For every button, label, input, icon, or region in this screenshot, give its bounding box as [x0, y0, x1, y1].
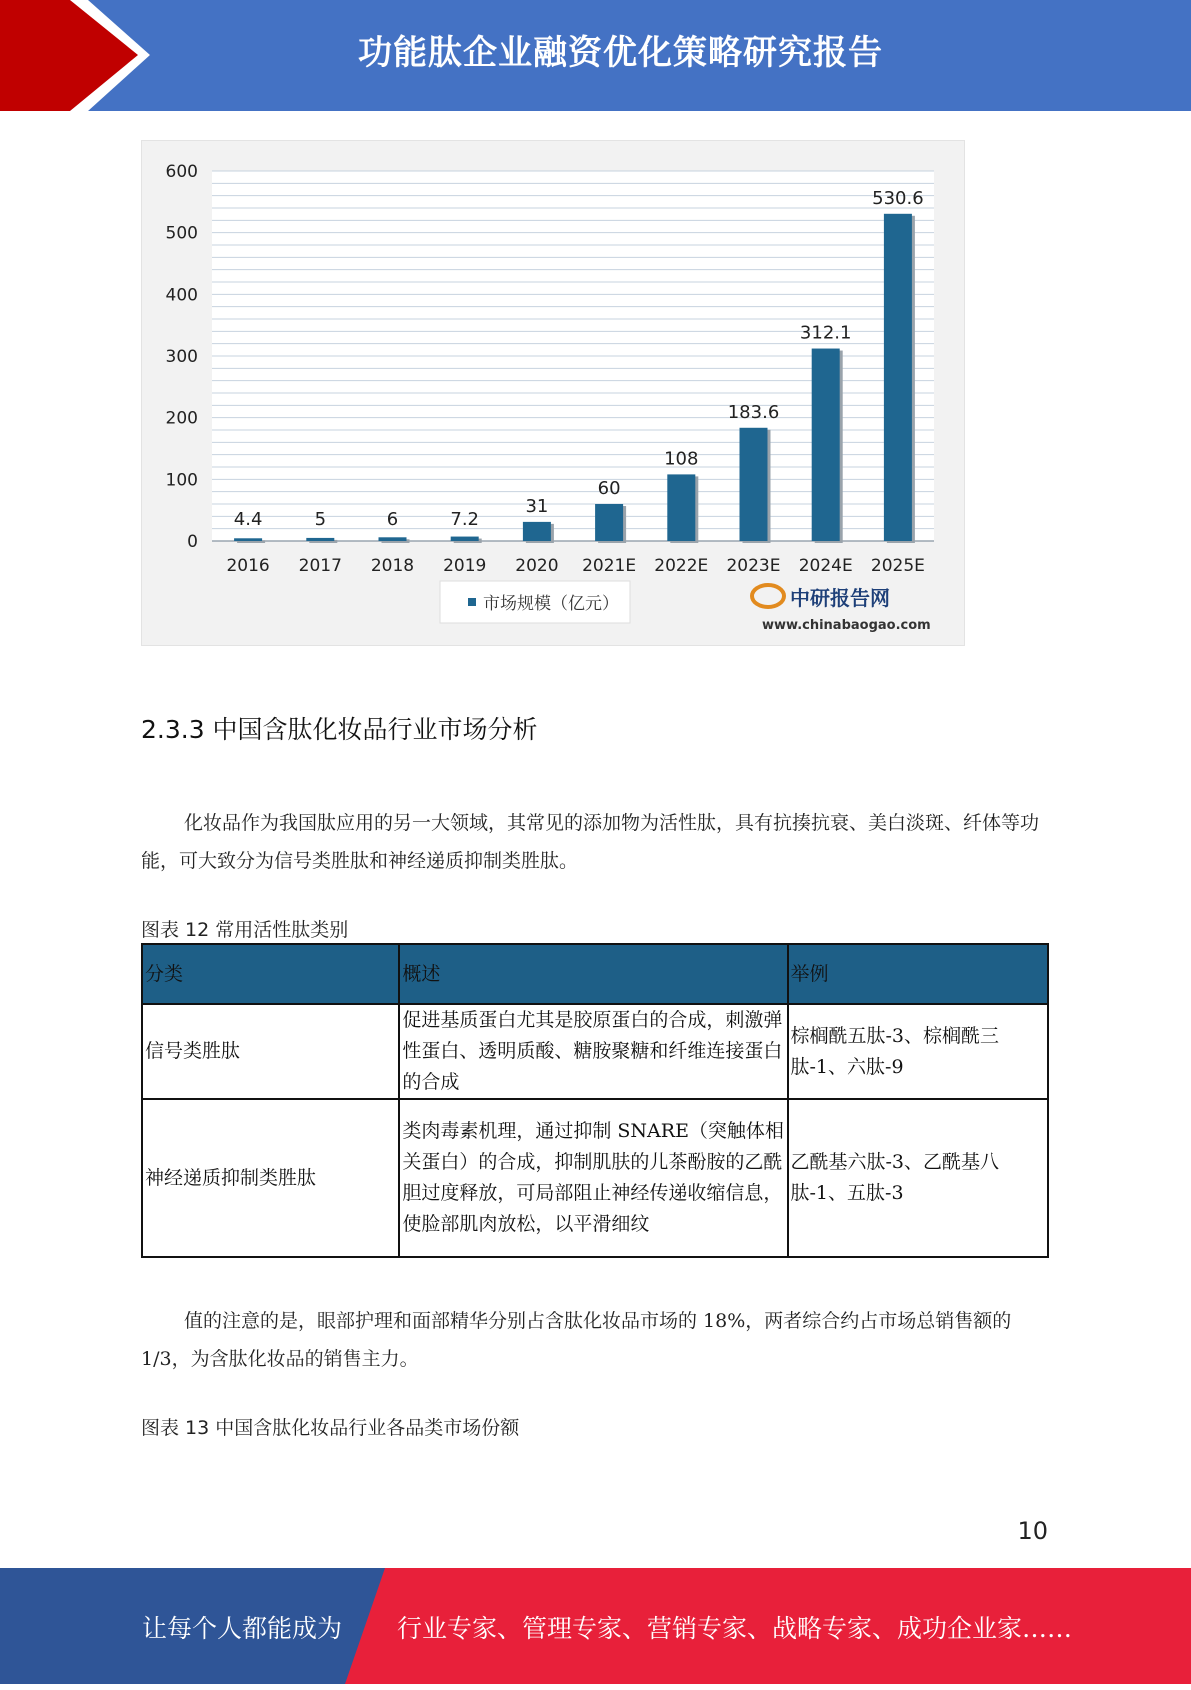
- table-cell-overview: 类肉毒素机理，通过抑制 SNARE（突触体相关蛋白）的合成，抑制肌肤的儿茶酚胺的乙酰胆过度释放，可局部阻止神经传递收缩信息，使脸部肌肉放松，以平滑细纹: [399, 1099, 787, 1257]
- y-tick-label: 300: [165, 347, 198, 367]
- x-tick-label: 2022E: [654, 556, 709, 576]
- legend-swatch: [468, 598, 476, 606]
- data-label: 530.6: [872, 187, 924, 209]
- legend-label: 市场规模（亿元）: [483, 594, 619, 614]
- watermark-url: www.chinabaogao.com: [762, 618, 931, 633]
- data-label: 183.6: [727, 401, 780, 423]
- peptide-category-table: [141, 943, 1049, 1258]
- x-tick-label: 2017: [298, 556, 342, 576]
- page-header: [0, 0, 1191, 111]
- x-tick-label: 2023E: [726, 556, 781, 576]
- data-label: 6: [386, 509, 399, 530]
- y-tick-label: 100: [165, 470, 198, 491]
- table-header-row: [142, 944, 1048, 1004]
- x-tick-label: 2018: [370, 556, 415, 576]
- footer-slogan-right: 行业专家、管理专家、营销专家、战略专家、成功企业家……: [397, 1614, 1073, 1643]
- table-cell-examples: 棕榈酰五肽-3、棕榈酰三肽-1、六肽-9: [788, 1004, 1048, 1099]
- table-cell-overview: 促进基质蛋白尤其是胶原蛋白的合成，刺激弹性蛋白、透明质酸、糖胺聚糖和纤维连接蛋白的合成: [399, 1004, 787, 1099]
- bar-chart-svg: [142, 141, 964, 645]
- x-tick-label: 2025E: [870, 556, 925, 576]
- bar: [306, 538, 334, 541]
- table-row: [142, 1004, 1048, 1099]
- y-tick-label: 200: [165, 408, 198, 429]
- bar: [740, 428, 768, 541]
- table-cell-examples: 乙酰基六肽-3、乙酰基八肽-1、五肽-3: [788, 1099, 1048, 1257]
- figure-caption: 图表 13 中国含肽化妆品行业各品类市场份额: [141, 1417, 520, 1439]
- y-tick-label: 500: [165, 223, 198, 244]
- market-size-chart: [141, 140, 965, 646]
- x-tick-label: 2020: [515, 556, 559, 576]
- data-label: 5: [314, 509, 327, 530]
- bar: [884, 214, 912, 541]
- y-tick-label: 400: [165, 285, 198, 306]
- page-number: 10: [1017, 1517, 1048, 1545]
- y-tick-label: 0: [187, 532, 198, 552]
- data-label: 7.2: [450, 509, 480, 530]
- data-label: 312.1: [799, 322, 852, 344]
- table-header-category: 分类: [142, 944, 399, 1004]
- bar: [451, 537, 479, 541]
- y-tick-label: 600: [165, 162, 198, 182]
- bar: [595, 504, 623, 541]
- table-header-examples: 举例: [788, 944, 1048, 1004]
- bar: [523, 522, 551, 541]
- table-cell-category: 神经递质抑制类胜肽: [142, 1099, 399, 1257]
- table-cell-category: 信号类胜肽: [142, 1004, 399, 1099]
- footer-slogan-left: 让每个人都能成为: [142, 1614, 343, 1643]
- bar: [667, 474, 695, 541]
- watermark-brand: 中研报告网: [790, 586, 890, 610]
- bar: [812, 349, 840, 541]
- bar: [379, 537, 407, 541]
- table-caption: 图表 12 常用活性肽类别: [141, 919, 349, 941]
- data-label: 4.4: [233, 509, 263, 530]
- section-heading: 2.3.3 中国含肽化妆品行业市场分析: [141, 715, 538, 744]
- x-tick-label: 2016: [226, 556, 270, 576]
- bar: [234, 538, 262, 541]
- x-tick-label: 2019: [443, 556, 487, 576]
- x-tick-label: 2021E: [582, 556, 637, 576]
- paragraph-intro: 化妆品作为我国肽应用的另一大领域，其常见的添加物为活性肽，具有抗揍抗衰、美白淡斑、纤体等功能，可大致分为信号类胜肽和神经递质抑制类胜肽。: [141, 812, 1040, 872]
- table-header-overview: 概述: [399, 944, 787, 1004]
- data-label: 31: [525, 495, 549, 517]
- data-label: 60: [597, 478, 621, 499]
- x-tick-label: 2024E: [798, 556, 853, 576]
- watermark-logo-icon: [752, 585, 784, 607]
- data-label: 108: [664, 448, 699, 470]
- table-row: [142, 1099, 1048, 1257]
- header-title: 功能肽企业融资优化策略研究报告: [358, 33, 883, 73]
- paragraph-market-share: 值的注意的是，眼部护理和面部精华分别占含肽化妆品市场的 18%，两者综合约占市场总销售额的 1/3，为含肽化妆品的销售主力。: [141, 1310, 1012, 1370]
- page-footer: [0, 1568, 1191, 1684]
